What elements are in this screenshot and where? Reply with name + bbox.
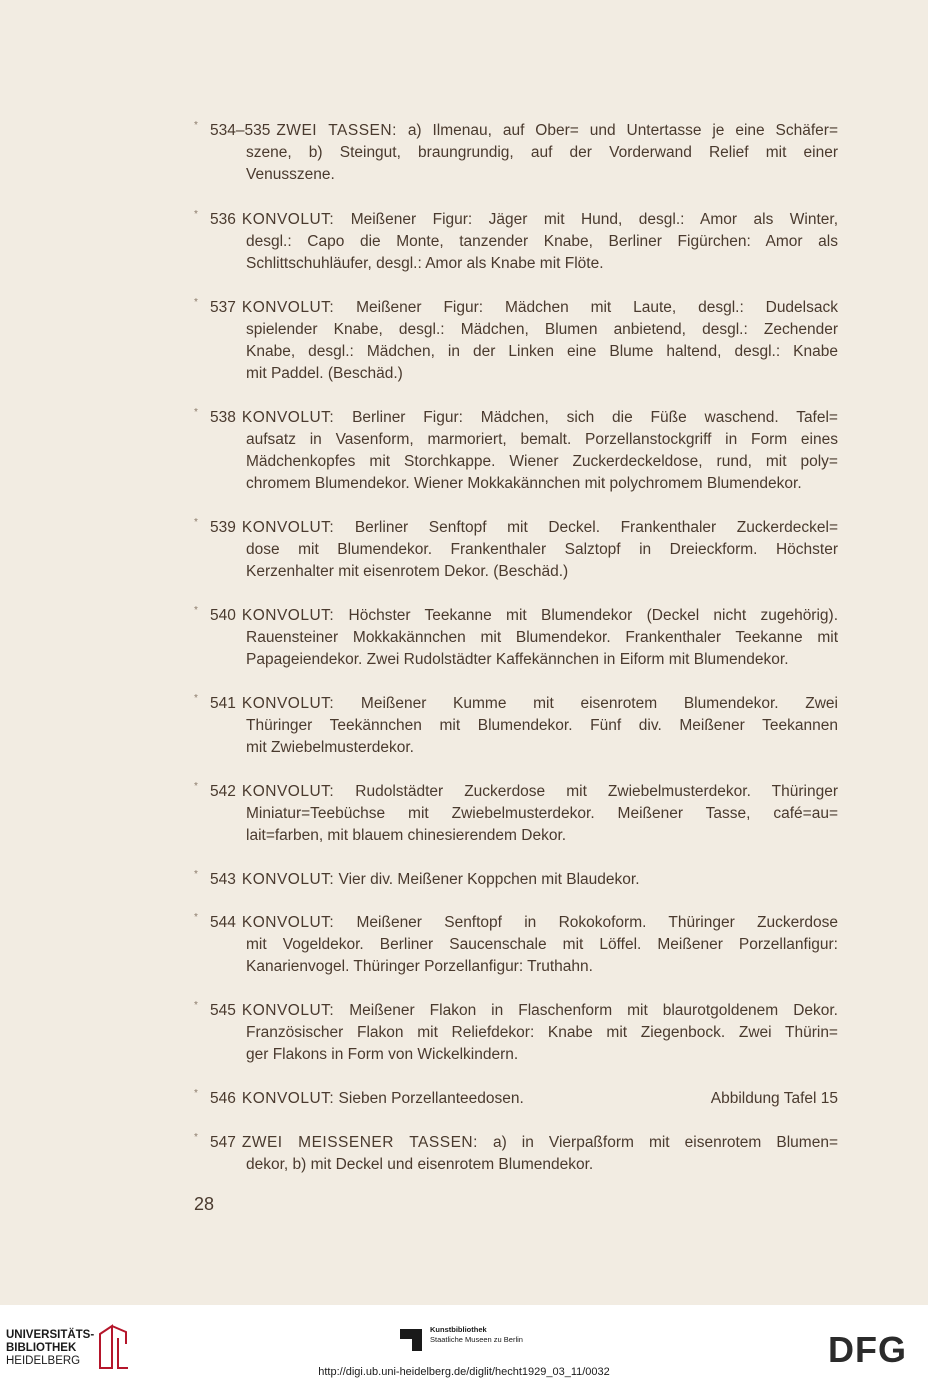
lot-number: 541 [210, 695, 236, 712]
lot-description-start: a) in Vierpaßform mit eisenrotem Blumen= [492, 1134, 838, 1151]
entry-lead [210, 914, 838, 931]
lot-heading: KONVOLUT: [241, 409, 335, 426]
lot-heading: KONVOLUT: [241, 695, 335, 712]
entry-lead [210, 299, 838, 316]
entry-lead [210, 869, 640, 891]
asterisk-mark: * [194, 912, 198, 923]
lot-number: 540 [210, 607, 236, 624]
library-name-line3: HEIDELBERG [6, 1355, 81, 1367]
catalogue-entry [194, 297, 838, 385]
library-name-line1: UNIVERSITÄTS- [6, 1329, 95, 1341]
library-name-line2: BIBLIOTHEK [6, 1342, 77, 1354]
asterisk-mark: * [194, 693, 198, 704]
catalogue-entry [194, 1000, 838, 1066]
asterisk-mark: * [194, 605, 198, 616]
entry-first-line [194, 693, 838, 715]
catalogue-entry [194, 407, 838, 495]
entry-continuation-line: mit Paddel. (Beschäd.) [246, 365, 403, 382]
asterisk-mark: * [194, 517, 198, 528]
lot-number: 545 [210, 1002, 236, 1019]
entry-continuation-line: Thüringer Teekännchen mit Blumendekor. Fünf div. Meißener Teekannen [246, 717, 838, 734]
lot-heading: KONVOLUT: [241, 871, 335, 888]
entry-continuation-line: Miniatur=Teebüchse mit Zwiebelmusterdekor. Meißener Tasse, café=au= [246, 805, 838, 822]
entry-continuation-line: aufsatz in Vasenform, marmoriert, bemalt. Porzellanstockgriff in Form eines [246, 431, 838, 448]
entry-first-line [194, 912, 838, 934]
entry-continuation-line: Kerzenhalter mit eisenrotem Dekor. (Beschäd.) [246, 563, 569, 580]
entry-lead [210, 1002, 838, 1019]
entry-first-line [194, 517, 838, 539]
asterisk-mark: * [194, 297, 198, 308]
lot-description-start: Rudolstädter Zuckerdose mit Zwiebelmusterdekor. Thüringer [355, 783, 838, 800]
lot-number: 547 [210, 1134, 236, 1151]
entry-first-line [194, 120, 838, 142]
kunstbibliothek-label [430, 1325, 523, 1345]
entry-continuation-line: Papageiendekor. Zwei Rudolstädter Kaffekännchen in Eiform mit Blumendekor. [246, 651, 789, 668]
lot-description-start: Meißener Kumme mit eisenrotem Blumendekor. Zwei [360, 695, 838, 712]
illustration-reference: Abbildung Tafel 15 [710, 1090, 838, 1107]
lot-heading: KONVOLUT: [241, 607, 335, 624]
entry-continuation-line: desgl.: Capo die Monte, tanzender Knabe, Berliner Figürchen: Amor als [246, 233, 838, 250]
entry-lead [210, 1134, 838, 1151]
lot-heading: KONVOLUT: [241, 1002, 335, 1019]
entry-first-line [194, 209, 838, 231]
lot-number: 534–535 [210, 122, 271, 139]
lot-number: 544 [210, 914, 236, 931]
university-library-logo[interactable] [6, 1329, 94, 1368]
lot-description-start: Sieben Porzellanteedosen. [338, 1090, 524, 1107]
lot-heading: KONVOLUT: [241, 519, 335, 536]
lot-number: 538 [210, 409, 236, 426]
entry-continuation-line: Mädchenkopfes mit Storchkappe. Wiener Zuckerdeckeldose, rund, mit poly= [246, 453, 838, 470]
asterisk-mark: * [194, 1132, 198, 1143]
entry-first-line [194, 407, 838, 429]
lot-number: 539 [210, 519, 236, 536]
catalogue-entry [194, 869, 838, 891]
catalogue-entry [194, 120, 838, 186]
entry-continuation-line: Schlittschuhläufer, desgl.: Amor als Knabe mit Flöte. [246, 255, 604, 272]
entry-continuation-line: spielender Knabe, desgl.: Mädchen, Blumen anbietend, desgl.: Zechender [246, 321, 838, 338]
entry-continuation-line: lait=farben, mit blauem chinesierendem Dekor. [246, 827, 567, 844]
catalogue-entry [194, 605, 838, 671]
entry-continuation-line: dose mit Blumendekor. Frankenthaler Salztopf in Dreieckform. Höchster [246, 541, 838, 558]
entry-lead [210, 607, 838, 624]
catalogue-entry [194, 1088, 838, 1110]
catalogue-entry [194, 517, 838, 583]
asterisk-mark: * [194, 1088, 198, 1099]
lot-description-start: Meißener Flakon in Flaschenform mit blaurotgoldenem Dekor. [349, 1002, 838, 1019]
lot-description-start: Berliner Figur: Mädchen, sich die Füße waschend. Tafel= [352, 409, 838, 426]
entry-continuation-line: Knabe, desgl.: Mädchen, in der Linken eine Blume haltend, desgl.: Knabe [246, 343, 838, 360]
asterisk-mark: * [194, 407, 198, 418]
asterisk-mark: * [194, 120, 198, 131]
entry-continuation-line: szene, b) Steingut, braungrundig, auf der Vorderwand Relief mit einer [246, 144, 838, 161]
lot-number: 536 [210, 211, 236, 228]
lot-description-start: Meißener Senftopf in Rokokoform. Thüringer Zuckerdose [356, 914, 838, 931]
entry-first-line [194, 869, 838, 891]
catalogue-entry [194, 781, 838, 847]
lot-number: 543 [210, 871, 236, 888]
entry-continuation-line: ger Flakons in Form von Wickelkindern. [246, 1046, 519, 1063]
entry-continuation-line: mit Zwiebelmusterdekor. [246, 739, 414, 756]
entry-lead [210, 122, 838, 139]
entry-continuation-line: Rauensteiner Mokkakännchen mit Blumendekor. Frankenthaler Teekanne mit [246, 629, 838, 646]
entry-first-line [194, 297, 838, 319]
asterisk-mark: * [194, 869, 198, 880]
page-url[interactable]: http://digi.ub.uni-heidelberg.de/diglit/hecht1929_03_11/0032 [318, 1366, 610, 1378]
lot-description-start: Vier div. Meißener Koppchen mit Blaudekor. [338, 871, 640, 888]
entry-lead [210, 695, 838, 712]
entry-first-line [194, 1000, 838, 1022]
entry-first-line [194, 781, 838, 803]
lot-heading: KONVOLUT: [241, 299, 335, 316]
catalogue-entry [194, 1132, 838, 1176]
entry-lead [210, 783, 838, 800]
lot-description-start: Meißener Figur: Mädchen mit Laute, desgl.: Dudelsack [356, 299, 838, 316]
lot-heading: KONVOLUT: [241, 783, 335, 800]
lot-number: 542 [210, 783, 236, 800]
entry-continuation-line: Venusszene. [246, 166, 335, 183]
lot-heading: ZWEI TASSEN: [276, 122, 397, 139]
dfg-logo[interactable]: DFG [828, 1329, 907, 1370]
catalogue-entry [194, 209, 838, 275]
kb-line1: Kunstbibliothek [430, 1325, 487, 1334]
kb-line2: Staatliche Museen zu Berlin [430, 1335, 523, 1344]
entry-continuation-line: mit Vogeldekor. Berliner Saucenschale mit Löffel. Meißener Porzellanfigur: [246, 936, 838, 953]
page-number: 28 [194, 1194, 215, 1214]
lot-heading: KONVOLUT: [241, 1090, 335, 1107]
asterisk-mark: * [194, 1000, 198, 1011]
entry-continuation-line: Kanarienvogel. Thüringer Porzellanfigur: Truthahn. [246, 958, 593, 975]
entry-lead [210, 211, 838, 228]
lot-heading: ZWEI MEISSENER TASSEN: [241, 1134, 478, 1151]
entry-first-line [194, 1088, 838, 1110]
entry-lead [210, 519, 838, 536]
lot-heading: KONVOLUT: [241, 211, 335, 228]
lot-description-start: a) Ilmenau, auf Ober= und Untertasse je eine Schäfer= [407, 122, 838, 139]
lot-number: 537 [210, 299, 236, 316]
entry-continuation-line: dekor, b) mit Deckel und eisenrotem Blumendekor. [246, 1156, 594, 1173]
entry-lead [210, 1088, 524, 1110]
library-emblem-icon [96, 1324, 130, 1370]
lot-description-start: Höchster Teekanne mit Blumendekor (Deckel nicht zugehörig). [348, 607, 838, 624]
lot-description-start: Meißener Figur: Jäger mit Hund, desgl.: Amor als Winter, [350, 211, 838, 228]
lot-number: 546 [210, 1090, 236, 1107]
lot-description-start: Berliner Senftopf mit Deckel. Frankenthaler Zuckerdeckel= [354, 519, 838, 536]
entry-lead [210, 409, 838, 426]
asterisk-mark: * [194, 781, 198, 792]
catalogue-entry [194, 693, 838, 759]
entry-first-line [194, 1132, 838, 1154]
asterisk-mark: * [194, 209, 198, 220]
entry-continuation-line: chromem Blumendekor. Wiener Mokkakännchen mit polychromem Blumendekor. [246, 475, 802, 492]
kunstbibliothek-logo-icon [398, 1327, 424, 1353]
entry-first-line [194, 605, 838, 627]
lot-heading: KONVOLUT: [241, 914, 335, 931]
entry-continuation-line: Französischer Flakon mit Reliefdekor: Knabe mit Ziegenbock. Zwei Thürin= [246, 1024, 838, 1041]
catalogue-entry [194, 912, 838, 978]
